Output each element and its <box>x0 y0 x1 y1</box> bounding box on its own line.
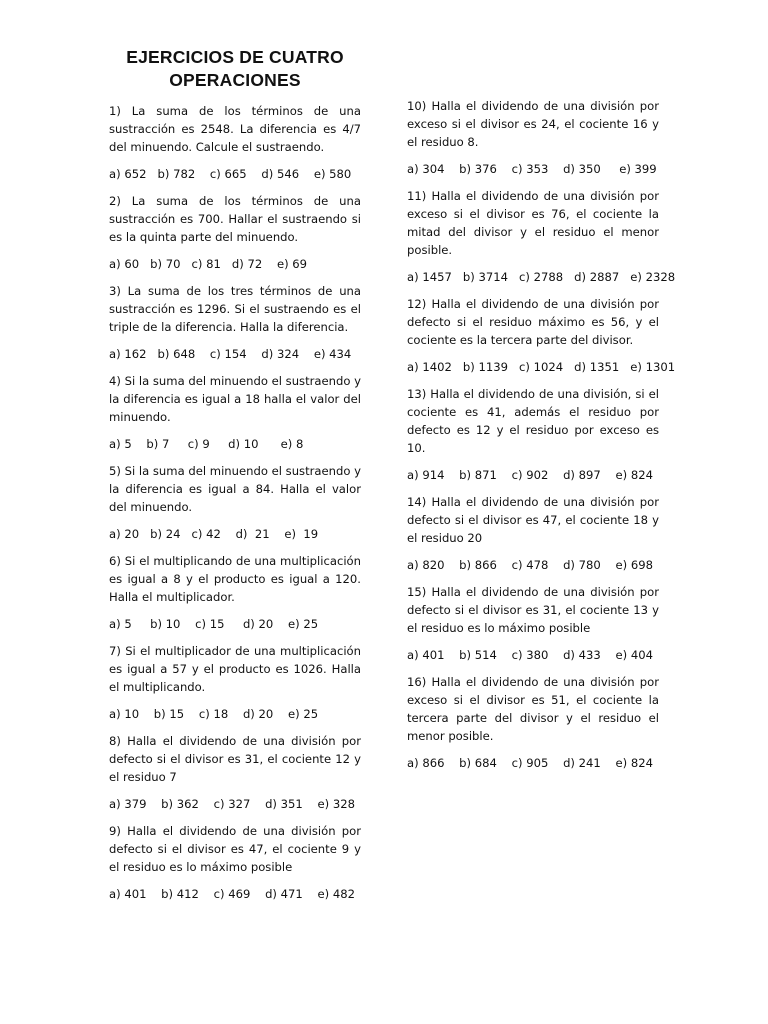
problem-3-options: a) 162 b) 648 c) 154 d) 324 e) 434 <box>109 347 352 361</box>
problem-11-options: a) 1457 b) 3714 c) 2788 d) 2887 e) 2328 <box>407 270 676 284</box>
title-line-2: OPERACIONES <box>169 70 301 90</box>
problem-1-text: 1) La suma de los términos de una sustracción es 2548. La diferencia es 4/7 del minuendo. Calcule el sustraendo. <box>109 104 361 154</box>
problem-5-options: a) 20 b) 24 c) 42 d) 21 e) 19 <box>109 527 319 541</box>
problem-15-options: a) 401 b) 514 c) 380 d) 433 e) 404 <box>407 648 653 662</box>
problem-7-text: 7) Si el multiplicador de una multiplicación es igual a 57 y el producto es 1026. Halla el multiplicando. <box>109 644 361 694</box>
problem-2-text: 2) La suma de los términos de una sustracción es 700. Hallar el sustraendo si es la quinta parte del minuendo. <box>109 194 361 244</box>
problem-3-text: 3) La suma de los tres términos de una sustracción es 1296. Si el sustraendo es el triple de la diferencia. Halla la diferencia. <box>109 284 361 334</box>
title-line-1: EJERCICIOS DE CUATRO <box>126 47 344 67</box>
problem-7-options: a) 10 b) 15 c) 18 d) 20 e) 25 <box>109 707 319 721</box>
problem-13-text: 13) Halla el dividendo de una división, si el cociente es 41, además el residuo por defecto es 12 y el residuo por exceso es 10. <box>407 387 659 455</box>
problem-9-options: a) 401 b) 412 c) 469 d) 471 e) 482 <box>109 887 355 901</box>
problem-2-options: a) 60 b) 70 c) 81 d) 72 e) 69 <box>109 257 308 271</box>
problem-1-options: a) 652 b) 782 c) 665 d) 546 e) 580 <box>109 167 352 181</box>
problem-5-text: 5) Si la suma del minuendo el sustraendo y la diferencia es igual a 84. Halla el valor del minuendo. <box>109 464 361 514</box>
problem-14-text: 14) Halla el dividendo de una división por defecto si el divisor es 47, el cociente 18 y el residuo 20 <box>407 495 659 545</box>
problem-13-options: a) 914 b) 871 c) 902 d) 897 e) 824 <box>407 468 653 482</box>
problem-6-text: 6) Si el multiplicando de una multiplicación es igual a 8 y el producto es igual a 120. Halla el multiplicador. <box>109 554 361 604</box>
problem-12-options: a) 1402 b) 1139 c) 1024 d) 1351 e) 1301 <box>407 360 676 374</box>
right-column <box>407 0 676 781</box>
problem-6-options: a) 5 b) 10 c) 15 d) 20 e) 25 <box>109 617 319 631</box>
problem-4-options: a) 5 b) 7 c) 9 d) 10 e) 8 <box>109 437 304 451</box>
problem-10-options: a) 304 b) 376 c) 353 d) 350 e) 399 <box>407 162 657 176</box>
problem-15-text: 15) Halla el dividendo de una división por defecto si el divisor es 31, el cociente 13 y el residuo es lo máximo posible <box>407 585 659 635</box>
problem-9-text: 9) Halla el dividendo de una división por defecto si el divisor es 47, el cociente 9 y el residuo es lo máximo posible <box>109 824 361 874</box>
problem-16-text: 16) Halla el dividendo de una división por exceso si el divisor es 51, el cociente la tercera parte del divisor y el residuo el menor posible. <box>407 675 659 743</box>
problem-8-text: 8) Halla el dividendo de una división por defecto si el divisor es 31, el cociente 12 y el residuo 7 <box>109 734 361 784</box>
problem-4-text: 4) Si la suma del minuendo el sustraendo y la diferencia es igual a 18 halla el valor del minuendo. <box>109 374 361 424</box>
page-title <box>109 0 361 102</box>
problem-14-options: a) 820 b) 866 c) 478 d) 780 e) 698 <box>407 558 653 572</box>
problem-10-text: 10) Halla el dividendo de una división por exceso si el divisor es 24, el cociente 16 y el residuo 8. <box>407 99 659 149</box>
left-column <box>109 0 361 912</box>
problem-11-text: 11) Halla el dividendo de una división por exceso si el divisor es 76, el cociente la mitad del divisor y el residuo el menor posible. <box>407 189 659 257</box>
problem-12-text: 12) Halla el dividendo de una división por defecto si el residuo máximo es 56, y el cociente es la tercera parte del divisor. <box>407 297 659 347</box>
problem-16-options: a) 866 b) 684 c) 905 d) 241 e) 824 <box>407 756 653 770</box>
problem-8-options: a) 379 b) 362 c) 327 d) 351 e) 328 <box>109 797 355 811</box>
